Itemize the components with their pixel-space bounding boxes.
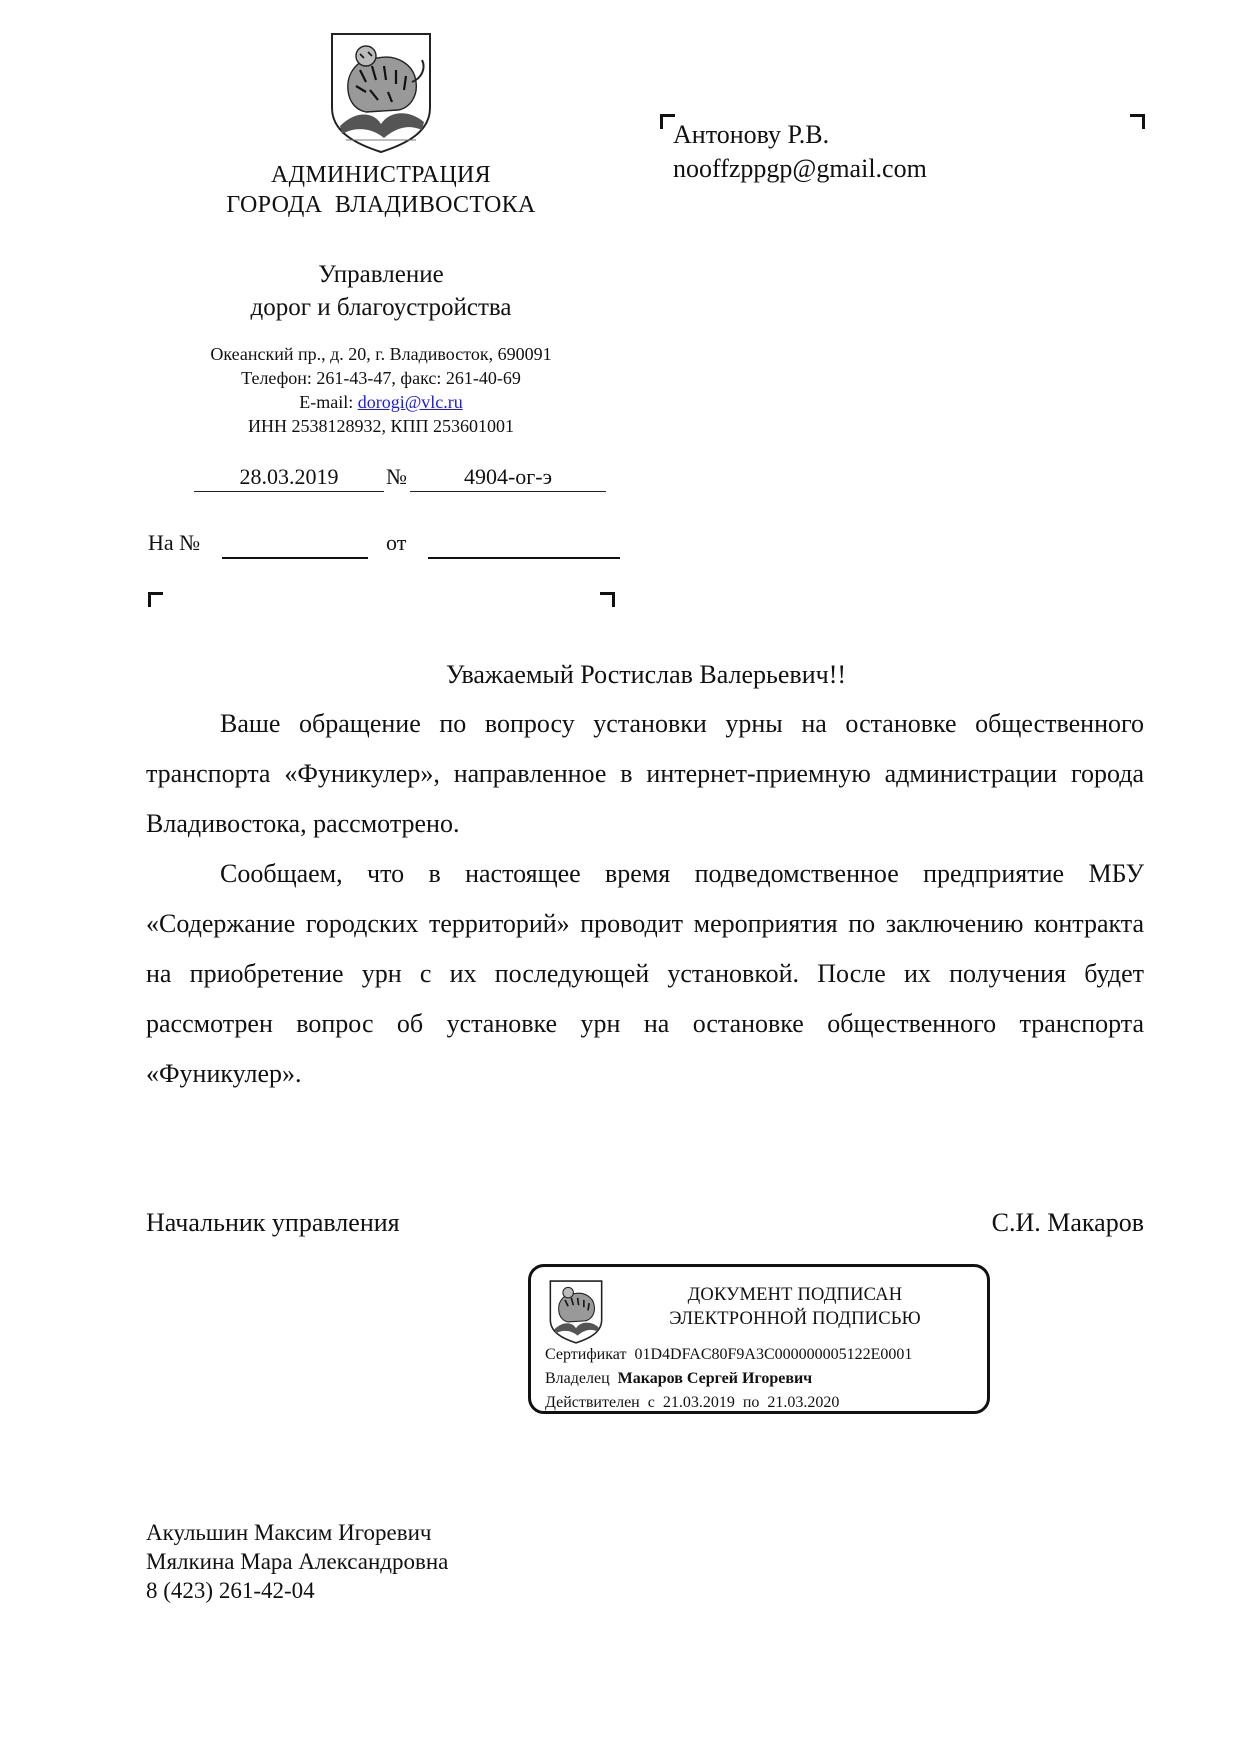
org-name-line2: ГОРОДА ВЛАДИВОСТОКА	[226, 192, 536, 218]
recipient-name: Антонову Р.В.	[673, 120, 830, 149]
electronic-signature-stamp	[528, 1264, 990, 1414]
date-underline	[194, 491, 384, 492]
address-block-corner-left	[148, 592, 163, 607]
department-line2: дорог и благоустройства	[250, 294, 512, 321]
number-sign: №	[386, 464, 407, 489]
stamp-coat-of-arms-icon	[547, 1279, 605, 1345]
org-name-line1: АДМИНИСТРАЦИЯ	[271, 162, 491, 188]
greeting: Уважаемый Ростислав Валерьевич!!	[445, 660, 847, 689]
number-underline	[410, 491, 606, 492]
recipient-email: nooffzppgp@gmail.com	[673, 154, 927, 183]
paragraph-2: Сообщаем, что в настоящее время подведомственное предприятие МБУ «Содержание городских территорий» проводит мероприятия по заключению контракта на приобретение урн с их последующей установкой. После их получения будет рассмотрен вопрос об установке урн на остановке общественного транспорта «Фуникулер».	[146, 859, 1144, 1088]
phone-fax: Телефон: 261-43-47, факс: 261-40-69	[241, 368, 521, 388]
contact-phone: 8 (423) 261-42-04	[146, 1578, 315, 1603]
email-label: E-mail:	[299, 392, 358, 412]
reference-number-field	[222, 557, 368, 559]
registration-date: 28.03.2019	[239, 464, 339, 489]
reference-date-field	[428, 557, 620, 559]
stamp-title-line2: ЭЛЕКТРОННОЙ ПОДПИСЬЮ	[669, 1309, 921, 1329]
valid-label: Действителен с	[545, 1394, 655, 1411]
address: Океанский пр., д. 20, г. Владивосток, 690091	[210, 344, 552, 364]
reference-from-label: от	[386, 530, 407, 555]
stamp-certificate-row	[545, 1343, 912, 1367]
contact-person-2: Мялкина Мара Александровна	[146, 1549, 449, 1574]
registration-number: 4904-ог-э	[463, 464, 553, 489]
address-block-corner-right	[600, 592, 615, 607]
signatory-name: С.И. Макаров	[991, 1208, 1144, 1237]
contact-person-1: Акульшин Максим Игоревич	[146, 1520, 432, 1545]
valid-to-label: по	[742, 1394, 760, 1411]
email-line	[160, 390, 602, 414]
certificate-value: 01D4DFAC80F9A3C000000005122E0001	[634, 1346, 913, 1363]
owner-value: Макаров Сергей Игоревич	[617, 1370, 813, 1387]
email-link[interactable]: dorogi@vlc.ru	[357, 392, 463, 412]
valid-to: 21.03.2020	[767, 1394, 840, 1411]
department-line1: Управление	[318, 261, 444, 288]
stamp-owner-row	[545, 1367, 912, 1391]
recipient-corner-right	[1130, 114, 1145, 129]
inn-kpp: ИНН 2538128932, КПП 253601001	[247, 416, 514, 436]
stamp-title-line1: ДОКУМЕНТ ПОДПИСАН	[687, 1285, 903, 1305]
owner-label: Владелец	[545, 1370, 610, 1387]
valid-from: 21.03.2019	[662, 1394, 735, 1411]
paragraph-1: Ваше обращение по вопросу установки урны на остановке общественного транспорта «Фуникулер», направленное в интернет-приемную администрации города Владивостока, рассмотрено.	[146, 709, 1144, 838]
stamp-validity-row	[545, 1391, 912, 1415]
reference-number-label: На №	[148, 530, 201, 555]
coat-of-arms-icon	[326, 30, 436, 156]
signatory-position: Начальник управления	[146, 1208, 400, 1237]
certificate-label: Сертификат	[545, 1346, 627, 1363]
